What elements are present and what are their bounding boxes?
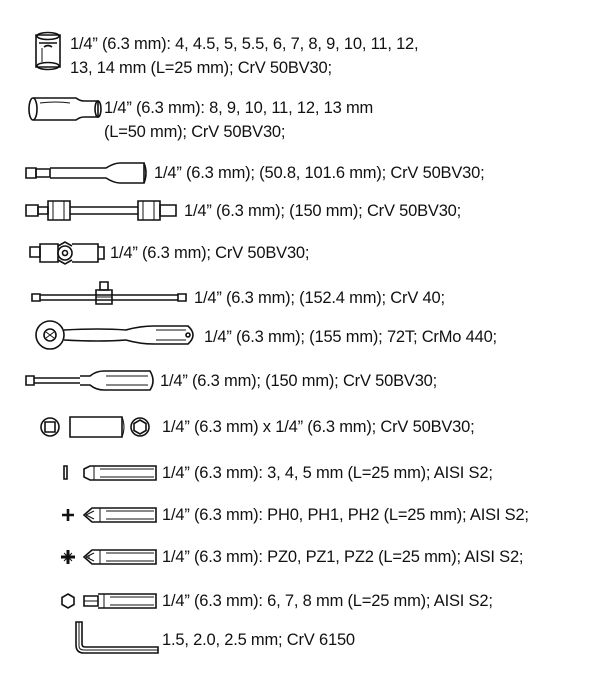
t-bar-handle-icon <box>30 280 190 310</box>
item-text-line: 1/4” (6.3 mm): 8, 9, 10, 11, 12, 13 mm <box>104 99 374 117</box>
list-item <box>0 198 611 224</box>
item-text-line: 1/4” (6.3 mm): 3, 4, 5 mm (L=25 mm); AISI S2; <box>162 464 493 482</box>
list-item <box>0 280 611 310</box>
list-item <box>0 460 611 486</box>
slotted-bit-icon <box>58 460 158 486</box>
flexible-extension-icon <box>24 198 180 224</box>
list-item <box>0 160 611 186</box>
phillips-bit-icon <box>56 502 158 528</box>
list-item <box>0 238 611 268</box>
ratchet-handle-icon <box>30 318 202 352</box>
short-socket-icon <box>30 30 66 72</box>
list-item <box>0 544 611 570</box>
list-item <box>0 92 611 144</box>
item-text-line: 1/4” (6.3 mm): 4, 4.5, 5, 5.5, 6, 7, 8, 9, 10, 11, 12, <box>70 35 419 53</box>
item-text-line: 1/4” (6.3 mm); (152.4 mm); CrV 40; <box>194 289 445 307</box>
item-text-line: 1/4” (6.3 mm) x 1/4” (6.3 mm); CrV 50BV30; <box>162 418 475 436</box>
list-item <box>0 318 611 352</box>
item-text-line: 1/4” (6.3 mm): 6, 7, 8 mm (L=25 mm); AISI S2; <box>162 592 493 610</box>
item-text-line: 1/4” (6.3 mm); (50.8, 101.6 mm); CrV 50BV30; <box>154 164 485 182</box>
list-item <box>0 502 611 528</box>
list-item <box>0 588 611 614</box>
universal-joint-icon <box>28 238 108 268</box>
item-text-line: 1.5, 2.0, 2.5 mm; CrV 6150 <box>162 631 355 649</box>
item-text-line: (L=50 mm); CrV 50BV30; <box>104 123 286 141</box>
spinner-handle-icon <box>24 368 158 394</box>
pozidriv-bit-icon <box>56 544 158 570</box>
item-text-line: 1/4” (6.3 mm); CrV 50BV30; <box>110 244 310 262</box>
item-text-line: 1/4” (6.3 mm); (150 mm); CrV 50BV30; <box>160 372 438 390</box>
list-item <box>0 620 611 656</box>
list-item <box>0 412 611 442</box>
list-item <box>0 368 611 394</box>
hex-bit-icon <box>56 588 158 614</box>
item-text-line: 1/4” (6.3 mm); (150 mm); CrV 50BV30; <box>184 202 462 220</box>
item-text-line: 1/4” (6.3 mm): PH0, PH1, PH2 (L=25 mm); AISI S2; <box>162 506 529 524</box>
extension-bar-icon <box>24 160 150 186</box>
deep-socket-icon <box>26 94 104 124</box>
bit-adapter-icon <box>38 412 154 442</box>
item-text-line: 1/4” (6.3 mm); (155 mm); 72T; CrMo 440; <box>204 328 497 346</box>
list-item <box>0 30 611 80</box>
item-text-line: 1/4” (6.3 mm): PZ0, PZ1, PZ2 (L=25 mm); AISI S2; <box>162 548 524 566</box>
hex-key-icon <box>72 620 162 656</box>
item-text-line: 13, 14 mm (L=25 mm); CrV 50BV30; <box>70 59 332 77</box>
